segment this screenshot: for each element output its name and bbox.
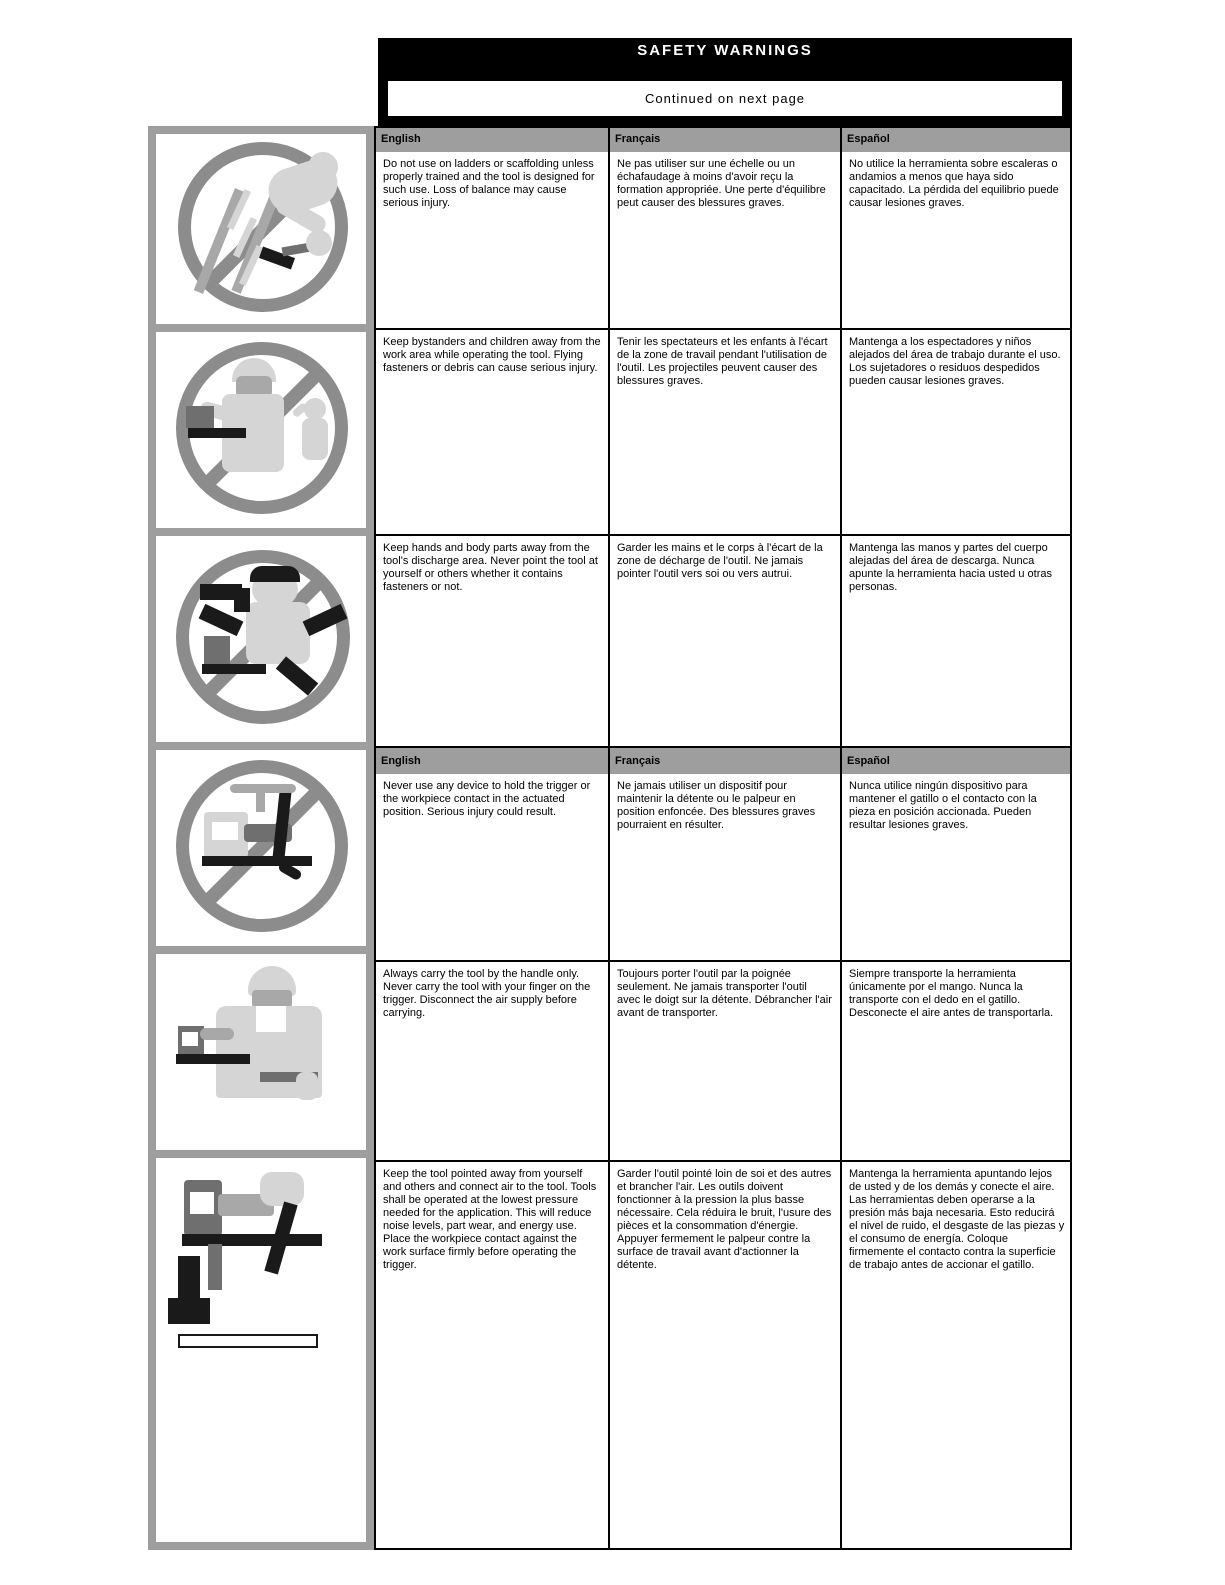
table-row: [376, 962, 1072, 1162]
header-english-1: English: [381, 133, 421, 145]
row-text-english: Keep bystanders and children away from the work area while operating the tool. Flying fasteners or debris can cause serious injury.: [383, 336, 601, 374]
header-french-2: Français: [608, 748, 840, 774]
header-english-2: English: [381, 755, 421, 767]
row-text-english: Keep the tool pointed away from yourself and others and connect air to the tool. Tools shall be operated at the lowest pressure needed for the application. This will reduce noise levels, part wear, and energy use. Place the workpiece contact against the work surface firmly before operating the trigger.: [383, 1168, 597, 1271]
header-spanish-2: Español: [840, 748, 1072, 774]
row-text-spanish: Mantenga a los espectadores y niños alejados del área de trabajo durante el uso. Los sujetadores o residuos despedidos pueden causar lesiones graves.: [840, 330, 1072, 534]
illustration-cell-hands: [156, 536, 366, 742]
row-text-spanish: Mantenga la herramienta apuntando lejos de usted y de los demás y conecte el aire. Las herramientas deben operarse a la presión más baja necesaria. Esto reducirá el nivel de ruido, el desgaste de las piezas y el consumo de energía. Coloque firmemente el contacto contra la superficie de trabajo antes de accionar el gatillo.: [840, 1162, 1072, 1548]
tool-against-work-surface-icon: [156, 1158, 366, 1542]
safety-warnings-banner: [378, 38, 1072, 126]
row-text-spanish: No utilice la herramienta sobre escaleras o andamios a menos que haya sido capacitado. La pérdida del equilibrio puede causar lesiones graves.: [840, 152, 1072, 328]
row-text-spanish: Nunca utilice ningún dispositivo para mantener el gatillo o el contacto con la pieza en posición accionada. Pueden resultar lesiones graves.: [840, 774, 1072, 960]
banner-subtitle: Continued on next page: [644, 91, 806, 106]
row-text-english: Never use any device to hold the trigger or the workpiece contact in the actuated position. Serious injury could result.: [383, 780, 591, 818]
header-french-1: Français: [608, 126, 840, 152]
row-text-french: Toujours porter l'outil par la poignée seulement. Ne jamais transporter l'outil avec le doigt sur la détente. Débrancher l'air avant de transporter.: [608, 962, 840, 1160]
banner-title: SAFETY WARNINGS: [637, 42, 813, 59]
row-text-english: Keep hands and body parts away from the tool's discharge area. Never point the tool at yourself or others whether it contains fasteners or not.: [383, 542, 598, 593]
row-text-spanish: Mantenga las manos y partes del cuerpo alejadas del área de descarga. Nunca apunte la herramienta hacia usted u otras personas.: [840, 536, 1072, 746]
row-text-english: Do not use on ladders or scaffolding unless properly trained and the tool is designed for such use. Loss of balance may cause serious injury.: [383, 158, 595, 209]
illustration-cell-ladder: [156, 134, 366, 324]
banner-subtitle-box: [388, 81, 1062, 116]
illustration-cell-worksurface: [156, 1158, 366, 1542]
table-row: [376, 330, 1072, 536]
table-row: [376, 1162, 1072, 1548]
no-tie-down-trigger-icon: [156, 750, 366, 946]
header-spanish-1: Español: [840, 126, 1072, 152]
illustration-cell-carry: [156, 954, 366, 1150]
row-text-french: Garder les mains et le corps à l'écart de la zone de décharge de l'outil. Ne jamais pointer l'outil vers soi ou vers autrui.: [608, 536, 840, 746]
no-ladder-fall-icon: [156, 134, 366, 324]
row-text-french: Ne pas utiliser sur une échelle ou un échafaudage à moins d'avoir reçu la formation appropriée. Une perte d'équilibre peut causer des blessures graves.: [608, 152, 840, 328]
no-hands-near-nose-icon: [156, 536, 366, 742]
carry-tool-by-handle-icon: [156, 954, 366, 1150]
language-header-band-2: [376, 748, 1072, 774]
row-text-french: Ne jamais utiliser un dispositif pour maintenir la détente ou le palpeur en position enfoncée. Des blessures graves pourraient en résulter.: [608, 774, 840, 960]
illustration-cell-bystanders: [156, 332, 366, 528]
row-text-english: Always carry the tool by the handle only. Never carry the tool with your finger on the trigger. Disconnect the air supply before carrying.: [383, 968, 591, 1019]
table-row: [376, 774, 1072, 962]
row-text-french: Tenir les spectateurs et les enfants à l'écart de la zone de travail pendant l'utilisation de l'outil. Les projectiles peuvent causer des blessures graves.: [608, 330, 840, 534]
row-text-french: Garder l'outil pointé loin de soi et des autres et brancher l'air. Les outils doivent fonctionner à la pression la plus basse nécessaire. Cela réduira le bruit, l'usure des pièces et la consommation d'énergie. Appuyer fermement le palpeur contre la surface de travail avant d'actionner la détente.: [608, 1162, 840, 1548]
no-bystanders-icon: [156, 332, 366, 528]
safety-warnings-table: [148, 126, 1072, 1550]
language-header-band-1: [376, 126, 1072, 152]
illustration-column: [148, 126, 374, 1550]
text-columns: [374, 126, 1072, 1550]
table-row: [376, 152, 1072, 330]
illustration-cell-trigger: [156, 750, 366, 946]
row-text-spanish: Siempre transporte la herramienta únicamente por el mango. Nunca la transporte con el dedo en el gatillo. Desconecte el aire antes de transportarla.: [840, 962, 1072, 1160]
table-row: [376, 536, 1072, 748]
